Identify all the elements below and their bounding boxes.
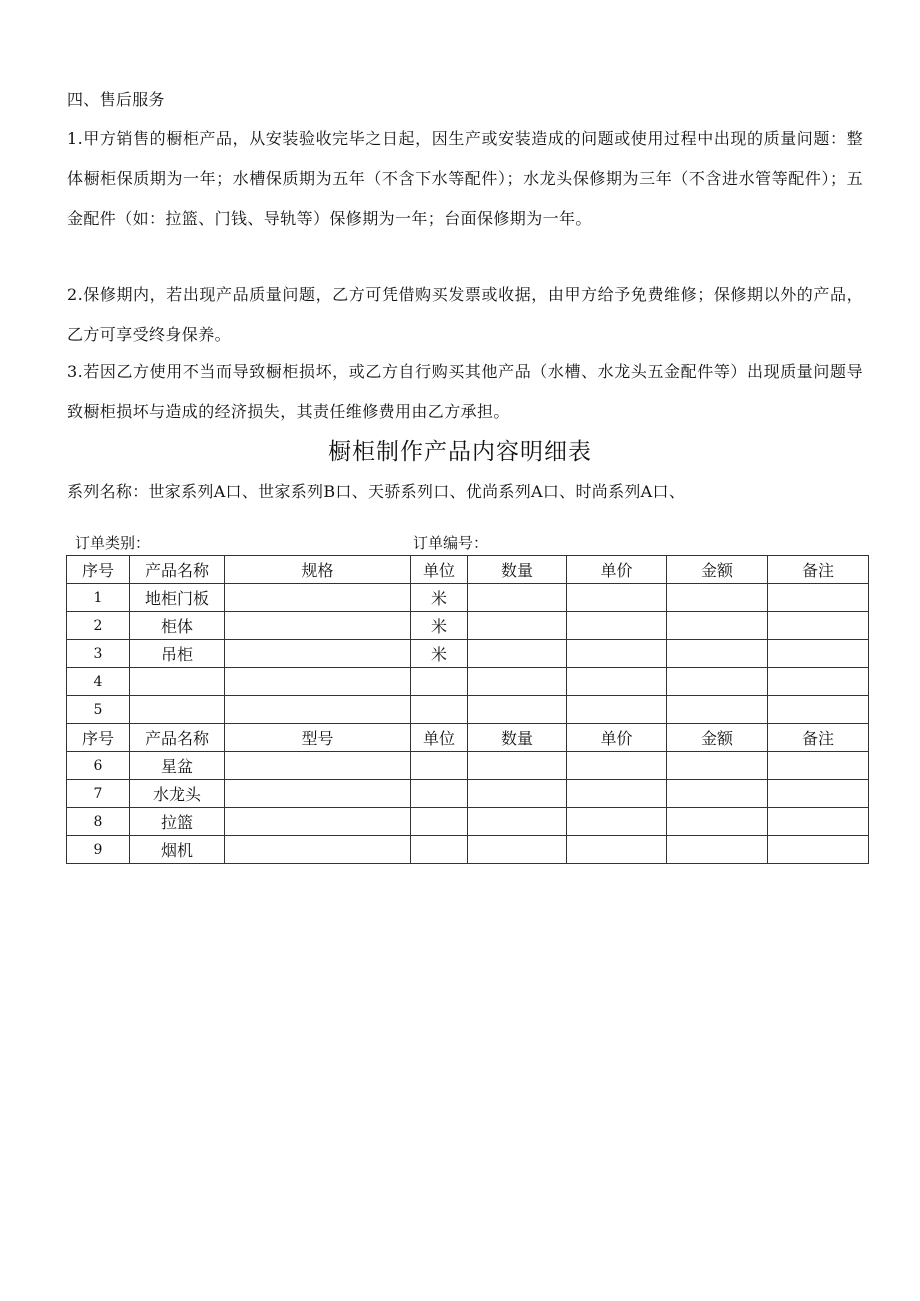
cell-product-name — [130, 668, 225, 696]
cell-index: 7 — [67, 780, 130, 808]
cell-unit-price — [567, 836, 667, 864]
table-row — [67, 808, 869, 836]
cell-spec — [225, 640, 411, 668]
header-cell-unit-price: 单价 — [567, 556, 667, 584]
table-header-row — [67, 724, 869, 752]
cell-unit-price — [567, 780, 667, 808]
cell-quantity — [468, 780, 567, 808]
cell-amount — [667, 640, 768, 668]
header-cell-remark: 备注 — [768, 724, 869, 752]
cell-unit — [411, 668, 468, 696]
header-cell-index: 序号 — [67, 724, 130, 752]
cell-index: 8 — [67, 808, 130, 836]
cell-unit — [411, 808, 468, 836]
cell-spec — [225, 612, 411, 640]
header-cell-amount: 金额 — [667, 556, 768, 584]
table-row — [67, 612, 869, 640]
cell-spec — [225, 752, 411, 780]
cell-spec — [225, 668, 411, 696]
cell-unit — [411, 780, 468, 808]
cell-remark — [768, 752, 869, 780]
cell-quantity — [468, 696, 567, 724]
cell-index: 3 — [67, 640, 130, 668]
header-cell-product-name: 产品名称 — [130, 724, 225, 752]
cell-spec — [225, 836, 411, 864]
cell-unit: 米 — [411, 640, 468, 668]
cell-index: 2 — [67, 612, 130, 640]
cell-unit: 米 — [411, 612, 468, 640]
table-row — [67, 696, 869, 724]
cell-spec — [225, 808, 411, 836]
clause-2 — [67, 275, 863, 355]
cell-amount — [667, 668, 768, 696]
cell-remark — [768, 668, 869, 696]
cell-unit — [411, 696, 468, 724]
cell-quantity — [468, 668, 567, 696]
cell-index: 9 — [67, 836, 130, 864]
cell-quantity — [468, 612, 567, 640]
cell-unit-price — [567, 640, 667, 668]
cell-amount — [667, 836, 768, 864]
cell-quantity — [468, 640, 567, 668]
cell-unit-price — [567, 808, 667, 836]
cell-quantity — [468, 836, 567, 864]
product-detail-table — [66, 555, 869, 864]
cell-remark — [768, 836, 869, 864]
cell-product-name: 拉篮 — [130, 808, 225, 836]
cell-unit — [411, 836, 468, 864]
cell-quantity — [468, 752, 567, 780]
cell-amount — [667, 584, 768, 612]
clause-number: 1 — [67, 129, 78, 148]
cell-index: 5 — [67, 696, 130, 724]
table-row — [67, 780, 869, 808]
header-cell-quantity: 数量 — [468, 724, 567, 752]
cell-remark — [768, 612, 869, 640]
cell-spec — [225, 780, 411, 808]
cell-spec — [225, 696, 411, 724]
header-cell-spec: 规格 — [225, 556, 411, 584]
clause-1 — [67, 119, 863, 239]
cell-product-name: 烟机 — [130, 836, 225, 864]
cell-unit: 米 — [411, 584, 468, 612]
table-row — [67, 752, 869, 780]
cell-amount — [667, 612, 768, 640]
clause-text: .甲方销售的橱柜产品，从安装验收完毕之日起，因生产或安装造成的问题或使用过程中出现的质量问题：整体橱柜保质期为一年；水槽保质期为五年（不含下水等配件）；水龙头保修期为三年（不含进水管等配件）；五金配件（如：拉篮、门钱、导轨等）保修期为一年；台面保修期为一年。 — [67, 129, 863, 228]
table-row — [67, 836, 869, 864]
cell-amount — [667, 752, 768, 780]
cell-product-name: 柜体 — [130, 612, 225, 640]
header-cell-model: 型号 — [225, 724, 411, 752]
document-title: 橱柜制作产品内容明细表 — [328, 439, 592, 465]
cell-index: 6 — [67, 752, 130, 780]
cell-spec — [225, 584, 411, 612]
clause-3 — [67, 352, 863, 432]
table-header-row — [67, 556, 869, 584]
header-cell-product-name: 产品名称 — [130, 556, 225, 584]
cell-product-name: 水龙头 — [130, 780, 225, 808]
cell-unit-price — [567, 668, 667, 696]
cell-product-name: 吊柜 — [130, 640, 225, 668]
cell-quantity — [468, 584, 567, 612]
cell-amount — [667, 780, 768, 808]
section-heading: 四、售后服务 — [67, 90, 165, 109]
header-cell-unit: 单位 — [411, 556, 468, 584]
order-type-label: 订单类别： — [75, 534, 151, 552]
clause-text: .若因乙方使用不当而导致橱柜损坏，或乙方自行购买其他产品（水槽、水龙头五金配件等）出现质量问题导致橱柜损坏与造成的经济损失，其责任维修费用由乙方承担。 — [67, 362, 863, 421]
header-cell-remark: 备注 — [768, 556, 869, 584]
cell-unit-price — [567, 696, 667, 724]
cell-remark — [768, 640, 869, 668]
cell-remark — [768, 696, 869, 724]
cell-amount — [667, 696, 768, 724]
table-row — [67, 640, 869, 668]
table-row — [67, 584, 869, 612]
table-row — [67, 668, 869, 696]
header-cell-quantity: 数量 — [468, 556, 567, 584]
cell-remark — [768, 808, 869, 836]
clause-text: .保修期内，若出现产品质量问题，乙方可凭借购买发票或收据，由甲方给予免费维修；保修期以外的产品，乙方可享受终身保养。 — [67, 285, 863, 344]
header-cell-index: 序号 — [67, 556, 130, 584]
cell-index: 1 — [67, 584, 130, 612]
header-cell-unit: 单位 — [411, 724, 468, 752]
cell-remark — [768, 584, 869, 612]
cell-product-name — [130, 696, 225, 724]
cell-unit — [411, 752, 468, 780]
cell-unit-price — [567, 752, 667, 780]
header-cell-unit-price: 单价 — [567, 724, 667, 752]
header-cell-amount: 金额 — [667, 724, 768, 752]
order-number-label: 订单编号： — [413, 534, 489, 552]
series-line: 系列名称：世家系列A口、世家系列B口、天骄系列口、优尚系列A口、时尚系列A口、 — [67, 482, 686, 501]
cell-amount — [667, 808, 768, 836]
clause-number: 3 — [67, 362, 78, 381]
cell-index: 4 — [67, 668, 130, 696]
cell-unit-price — [567, 612, 667, 640]
cell-remark — [768, 780, 869, 808]
cell-product-name: 地柜门板 — [130, 584, 225, 612]
cell-product-name: 星盆 — [130, 752, 225, 780]
cell-quantity — [468, 808, 567, 836]
table-body — [67, 556, 869, 864]
clause-number: 2 — [67, 285, 78, 304]
cell-unit-price — [567, 584, 667, 612]
